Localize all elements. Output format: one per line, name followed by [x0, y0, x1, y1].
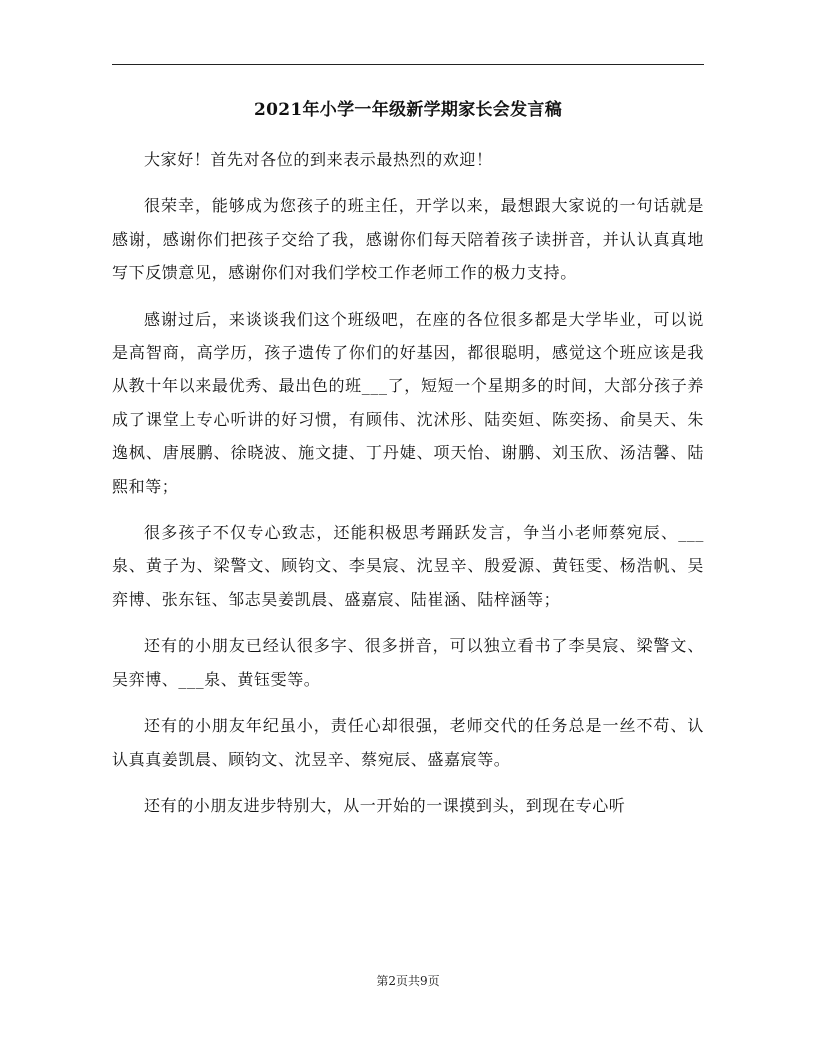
- header-rule: [112, 64, 704, 65]
- paragraph-class-overview: 感谢过后，来谈谈我们这个班级吧，在座的各位很多都是大学毕业，可以说是高智商，高学历，孩子遗传了你们的好基因，都很聪明，感觉这个班应该是我从教十年以来最优秀、最出色的班___了，短短一个星期多的时间，大部分孩子养成了课堂上专心听讲的好习惯，有顾伟、沈沭彤、陆奕姮、陈奕扬、俞昊天、朱逸枫、唐展鹏、徐晓波、施文捷、丁丹婕、项天怡、谢鹏、刘玉欣、汤洁馨、陆熙和等；: [112, 309, 704, 496]
- paragraph-reading-students: 还有的小朋友已经认很多字、很多拼音，可以独立看书了李昊宸、梁警文、吴弈博、___泉、黄钰雯等。: [112, 636, 704, 689]
- document-body: [112, 143, 704, 835]
- paragraph-improved-students: 还有的小朋友进步特别大，从一开始的一课摸到头，到现在专心听: [144, 795, 626, 815]
- paragraph-thanks: 很荣幸，能够成为您孩子的班主任，开学以来，最想跟大家说的一句话就是感谢，感谢你们把孩子交给了我，感谢你们每天陪着孩子读拼音，并认认真真地写下反馈意见，感谢你们对我们学校工作老师工作的极力支持。: [112, 196, 704, 283]
- paragraph-greeting: 大家好！首先对各位的到来表示最热烈的欢迎！: [144, 150, 493, 169]
- paragraph-active-students: 很多孩子不仅专心致志，还能积极思考踊跃发言，争当小老师蔡宛辰、___泉、黄子为、梁警文、顾钧文、李昊宸、沈昱辛、殷爱源、黄钰雯、杨浩帆、吴弈博、张东钰、邹志昊姜凯晨、盛嘉宸、陆崔涵、陆梓涵等；: [112, 523, 704, 609]
- page-number: 第2页共9页: [376, 974, 440, 988]
- document-title: 2021年小学一年级新学期家长会发言稿: [253, 100, 562, 120]
- paragraph-responsible-students: 还有的小朋友年纪虽小，责任心却很强，老师交代的任务总是一丝不苟、认认真真姜凯晨、顾钧文、沈昱辛、蔡宛辰、盛嘉宸等。: [112, 716, 704, 769]
